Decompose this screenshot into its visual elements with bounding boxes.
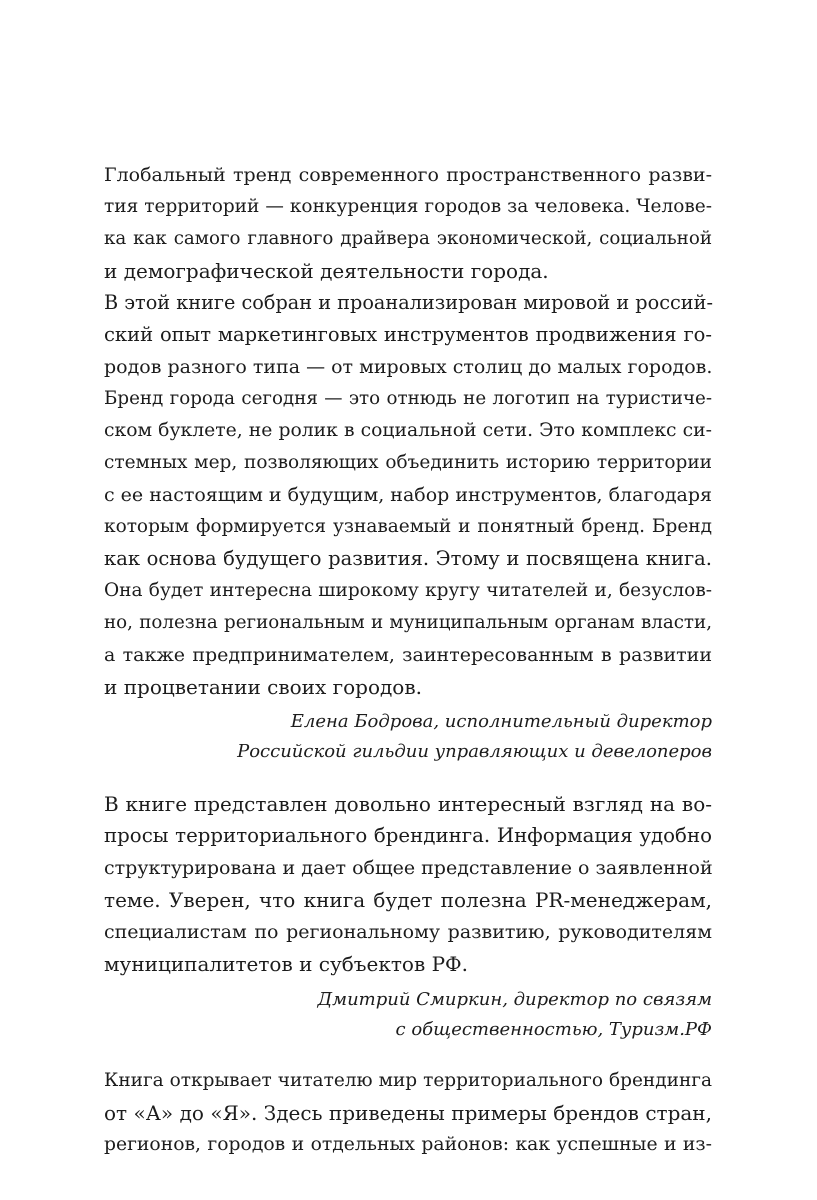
text-line: В этой книге собран и проанализирован мировой и россий- [104,291,713,314]
text-line: структурирована и дает общее представление о заявленной [104,857,713,879]
text-line: Книга открывает читателю мир территориального брендинга [104,1070,712,1091]
text-line: ский опыт маркетинговых инструментов продвижения го- [104,323,712,346]
text-line: просы территориального брендинга. Информация удобно [104,824,712,847]
text-line: с ее настоящим и будущим, набор инструментов, благодаря [104,484,713,506]
text-line: ка как самого главного драйвера экономической, социальной [104,228,712,249]
text-line: и демографической деятельности города. [104,259,549,283]
text-line: но, полезна региональным и муниципальным органам власти, [104,612,712,633]
text-line: а также предпринимателем, заинтересованным в развитии [104,644,712,666]
text-line: и процветании своих городов. [104,675,422,699]
text-line: от «А» до «Я». Здесь приведены примеры брендов стран, [104,1101,712,1125]
text-line: тия территорий — конкуренция городов за человека. Челове- [104,196,712,217]
signature-line: Российской гильдии управляющих и девелоперов [237,741,712,762]
text-line: как основа будущего развития. Этому и посвящена книга. [104,547,712,570]
text-line: стемных мер, позволяющих объединить историю территории [104,452,712,473]
text-line: муниципалитетов и субъектов РФ. [104,952,468,976]
text-line: Она будет интересна широкому кругу читателей и, безуслов- [104,580,712,601]
text-line: которым формируется узнаваемый и понятный бренд. Бренд [104,516,712,537]
text-line: Бренд города сегодня — это отнюдь не логотип на туристиче- [104,388,712,409]
text-line: Глобальный тренд современного пространственного разви- [104,164,712,186]
signature-line: с общественностью, Туризм.РФ [395,1019,712,1040]
signature-line: Елена Бодрова, исполнительный директор [290,711,712,732]
text-line: родов разного типа — от мировых столиц до малых городов. [104,356,713,378]
text-line: В книге представлен довольно интересный взгляд на во- [104,792,712,816]
text-line: теме. Уверен, что книга будет полезна PR-менеджерам, [104,888,712,912]
text-line: специалистам по региональному развитию, руководителям [104,921,712,943]
signature-line: Дмитрий Смиркин, директор по связям [317,989,712,1010]
text-line: ском буклете, не ролик в социальной сети. Это комплекс си- [104,420,712,441]
text-line: регионов, городов и отдельных районов: как успешные и из- [104,1134,712,1155]
